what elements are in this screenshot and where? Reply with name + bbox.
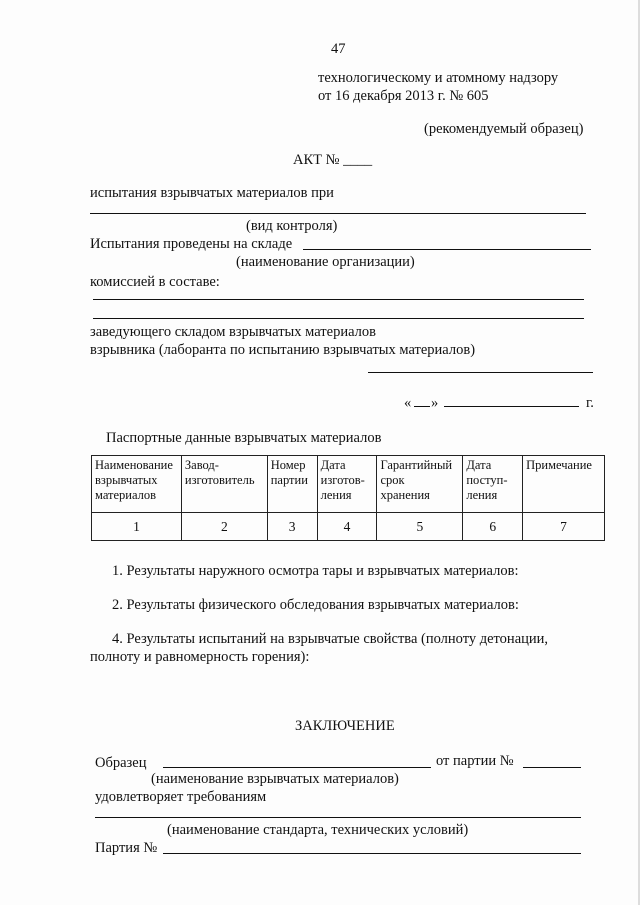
table-cell: 7	[523, 513, 605, 541]
col-name-header: Наименование взрывчатых материалов	[92, 456, 182, 513]
act-title: АКТ № ____	[293, 152, 373, 168]
standard-caption: (наименование стандарта, технических условий)	[167, 822, 469, 838]
control-type-caption: (вид контроля)	[246, 218, 338, 234]
conclusion-title: ЗАКЛЮЧЕНИЕ	[295, 718, 395, 734]
warehouse-line-label: Испытания проведены на складе	[90, 236, 293, 252]
item-4-line-2: полноту и равномерность горения):	[90, 649, 310, 665]
commission-underline-1	[93, 299, 584, 300]
col-receipt-date-header: Дата поступ- ления	[463, 456, 523, 513]
table-cell: 1	[92, 513, 182, 541]
passport-title: Паспортные данные взрывчатых материалов	[106, 430, 382, 446]
table-cell: 6	[463, 513, 523, 541]
date-open-quote: «	[404, 395, 412, 411]
head-storage-line: заведующего складом взрывчатых материалов	[90, 324, 376, 340]
explosives-caption: (наименование взрывчатых материалов)	[151, 771, 399, 787]
passport-table	[91, 455, 605, 541]
item-4-line-1: 4. Результаты испытаний на взрывчатые свойства (полноту детонации,	[112, 631, 549, 647]
signature-underline	[368, 372, 593, 373]
standard-underline	[95, 817, 581, 818]
satisfies-line: удовлетворяет требованиям	[95, 789, 267, 805]
test-line-label: испытания взрывчатых материалов при	[90, 185, 334, 201]
col-warranty-header: Гарантийный срок хранения	[377, 456, 463, 513]
batch-label: от партии №	[436, 753, 514, 769]
date-close-quote: »	[431, 395, 439, 411]
table-row	[92, 513, 605, 541]
table-cell: 4	[317, 513, 377, 541]
col-manufacture-date-header: Дата изготов- ления	[317, 456, 377, 513]
blaster-line: взрывника (лаборанта по испытанию взрывчатых материалов)	[90, 342, 476, 358]
header-line-2: от 16 декабря 2013 г. № 605	[318, 88, 489, 104]
sample-label: Образец	[95, 755, 147, 771]
sample-note: (рекомендуемый образец)	[424, 121, 584, 137]
table-cell: 2	[181, 513, 267, 541]
batch-line-underline	[163, 853, 581, 854]
control-type-underline	[90, 213, 586, 214]
header-line-1: технологическому и атомному надзору	[318, 70, 559, 86]
item-2: 2. Результаты физического обследования взрывчатых материалов:	[112, 597, 519, 613]
item-1: 1. Результаты наружного осмотра тары и взрывчатых материалов:	[112, 563, 519, 579]
date-year-suffix: г.	[586, 395, 594, 411]
commission-line-label: комиссией в составе:	[90, 274, 220, 290]
col-note-header: Примечание	[523, 456, 605, 513]
batch-underline	[523, 767, 581, 768]
sample-underline	[163, 767, 431, 768]
batch-line-label: Партия №	[95, 840, 158, 856]
table-cell: 3	[267, 513, 317, 541]
date-month-underline	[444, 406, 579, 407]
org-caption: (наименование организации)	[236, 254, 415, 270]
col-manufacturer-header: Завод- изготовитель	[181, 456, 267, 513]
commission-underline-2	[93, 318, 584, 319]
warehouse-underline	[303, 249, 591, 250]
table-header-row	[92, 456, 605, 513]
page-number: 47	[331, 41, 346, 57]
table-cell: 5	[377, 513, 463, 541]
date-day-underline	[414, 406, 430, 407]
col-batch-number-header: Номер партии	[267, 456, 317, 513]
